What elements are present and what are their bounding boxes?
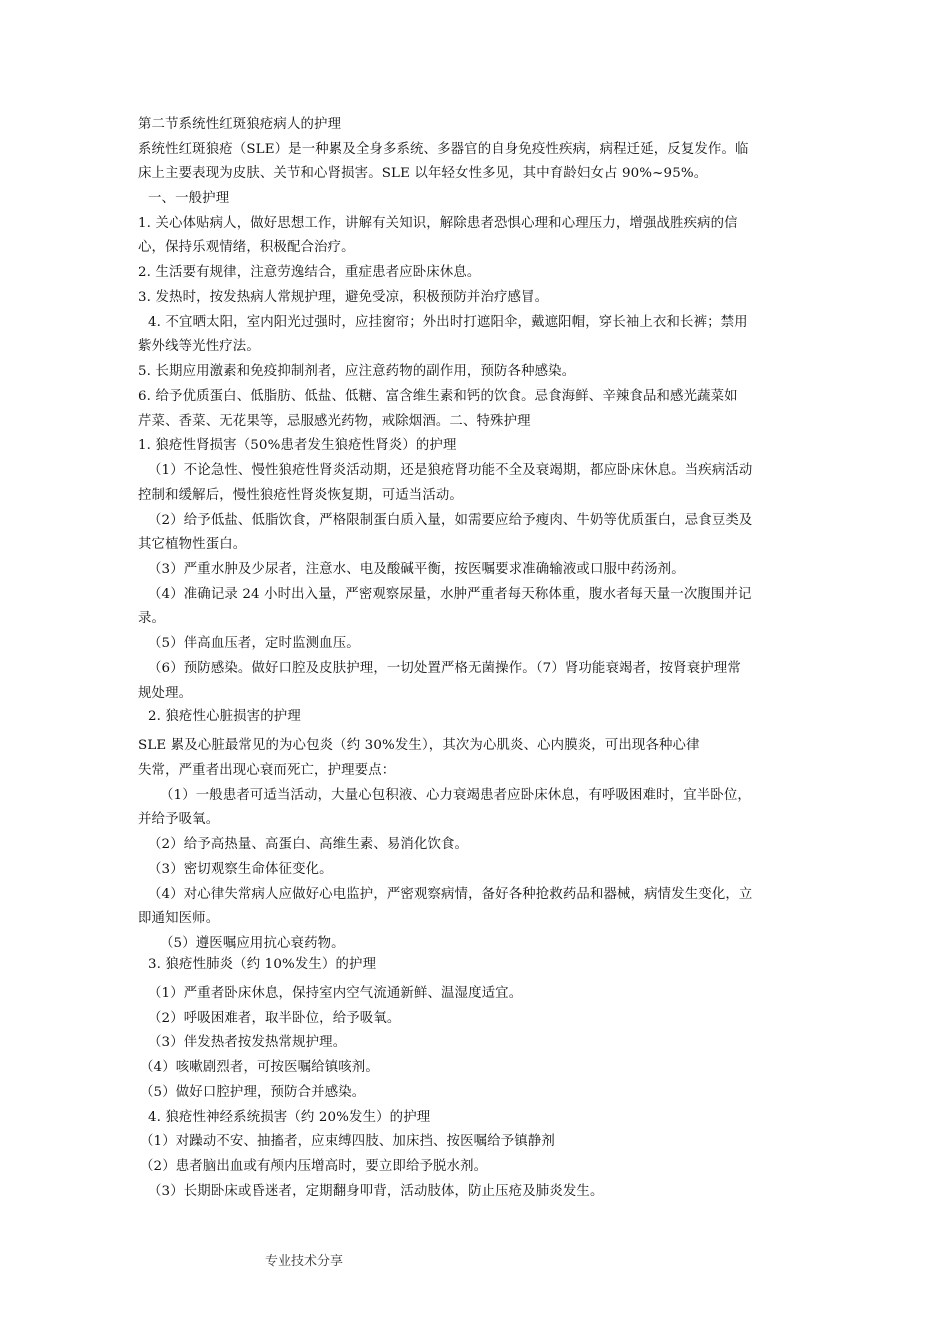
list-item-cont: 控制和缓解后，慢性狼疮性肾炎恢复期，可适当活动。 (138, 488, 463, 503)
list-item: （2）给予低盐、低脂饮食，严格限制蛋白质入量，如需要应给予瘦肉、牛奶等优质蛋白，忌食豆类及 (148, 513, 753, 528)
list-item: （4）咳嗽剧烈者，可按医嘱给镇咳剂。 (140, 1060, 379, 1075)
paragraph-line: 系统性红斑狼疮（SLE）是一种累及全身多系统、多器官的自身免疫性疾病，病程迁延，反复发作。临 (138, 142, 749, 157)
list-item-cont: 紫外线等光性疗法。 (138, 339, 260, 354)
list-item: （4）对心律失常病人应做好心电监护，严密观察病情，备好各种抢救药品和器械，病情发生变化，立 (148, 887, 753, 902)
list-item: （3）伴发热者按发热常规护理。 (148, 1035, 347, 1050)
list-item-cont: 心，保持乐观情绪，积极配合治疗。 (138, 240, 355, 255)
list-item: （5）伴高血压者，定时监测血压。 (148, 636, 360, 651)
list-item-cont: 并给予吸氧。 (138, 812, 220, 827)
list-item: 1. 关心体贴病人，做好思想工作，讲解有关知识，解除患者恐惧心理和心理压力，增强战胜疾病的信 (138, 216, 738, 231)
paragraph-line: SLE 累及心脏最常见的为心包炎（约 30%发生），其次为心肌炎、心内膜炎，可出现各种心律 (138, 738, 700, 753)
section-title: 第二节系统性红斑狼疮病人的护理 (138, 117, 342, 132)
list-item: （4）准确记录 24 小时出入量，严密观察尿量，水肿严重者每天称体重，腹水者每天量一次腹围并记 (148, 587, 752, 602)
list-item: （3）密切观察生命体征变化。 (148, 862, 333, 877)
list-item-cont: 其它植物性蛋白。 (138, 537, 247, 552)
list-item-cont: 规处理。 (138, 686, 193, 701)
list-item: 6. 给予优质蛋白、低脂肪、低盐、低糖、富含维生素和钙的饮食。忌食海鲜、辛辣食品和感光蔬菜如 (138, 389, 738, 404)
paragraph-line: 失常，严重者出现心衰而死亡，护理要点： (138, 763, 396, 778)
list-item: 5. 长期应用激素和免疫抑制剂者，应注意药物的副作用，预防各种感染。 (138, 364, 576, 379)
list-item: （5）做好口腔护理，预防合并感染。 (140, 1085, 366, 1100)
list-item: 2. 生活要有规律，注意劳逸结合，重症患者应卧床休息。 (138, 265, 481, 280)
list-item: （2）患者脑出血或有颅内压增高时，要立即给予脱水剂。 (140, 1159, 488, 1174)
list-item: （6）预防感染。做好口腔及皮肤护理，一切处置严格无菌操作。（7）肾功能衰竭者，按肾衰护理常 (148, 661, 741, 676)
list-item: （3）长期卧床或昏迷者，定期翻身叩背，活动肢体，防止压疮及肺炎发生。 (148, 1184, 604, 1199)
list-item: （1）一般患者可适当活动，大量心包积液、心力衰竭患者应卧床休息，有呼吸困难时，宜半卧位， (160, 788, 751, 803)
page-footer: 专业技术分享 (265, 1254, 344, 1269)
paragraph-line: 床上主要表现为皮肤、关节和心肾损害。SLE 以年轻女性多见，其中育龄妇女占 90%~95%。 (138, 166, 708, 181)
list-item: （1）严重者卧床休息，保持室内空气流通新鲜、温湿度适宜。 (148, 986, 523, 1001)
subheading-nervous: 4. 狼疮性神经系统损害（约 20%发生）的护理 (148, 1110, 431, 1125)
list-item: 3. 发热时，按发热病人常规护理，避免受凉，积极预防并治疗感冒。 (138, 290, 549, 305)
list-item: （2）呼吸困难者，取半卧位，给予吸氧。 (148, 1011, 401, 1026)
list-item: 4. 不宜晒太阳，室内阳光过强时，应挂窗帘；外出时打遮阳伞，戴遮阳帽，穿长袖上衣和长裤；禁用 (148, 315, 748, 330)
list-item: （3）严重水肿及少尿者，注意水、电及酸碱平衡，按医嘱要求准确输液或口服中药汤剂。 (148, 562, 685, 577)
subheading-lung: 3. 狼疮性肺炎（约 10%发生）的护理 (148, 957, 377, 972)
list-item: （1）对躁动不安、抽搐者，应束缚四肢、加床挡、按医嘱给予镇静剂 (140, 1134, 555, 1149)
list-item-cont: 芹菜、香菜、无花果等，忌服感光药物，戒除烟酒。二、特殊护理 (138, 414, 531, 429)
list-item: （5）遵医嘱应用抗心衰药物。 (160, 936, 345, 951)
list-item: （2）给予高热量、高蛋白、高维生素、易消化饮食。 (148, 837, 469, 852)
heading-general-care: 一、一般护理 (148, 191, 230, 206)
list-item: （1）不论急性、慢性狼疮性肾炎活动期，还是狼疮肾功能不全及衰竭期，都应卧床休息。当疾病活动 (148, 463, 753, 478)
list-item-cont: 即通知医师。 (138, 911, 220, 926)
subheading-kidney: 1. 狼疮性肾损害（50%患者发生狼疮性肾炎）的护理 (138, 438, 457, 453)
subheading-heart: 2. 狼疮性心脏损害的护理 (148, 709, 301, 724)
list-item-cont: 录。 (138, 611, 166, 626)
